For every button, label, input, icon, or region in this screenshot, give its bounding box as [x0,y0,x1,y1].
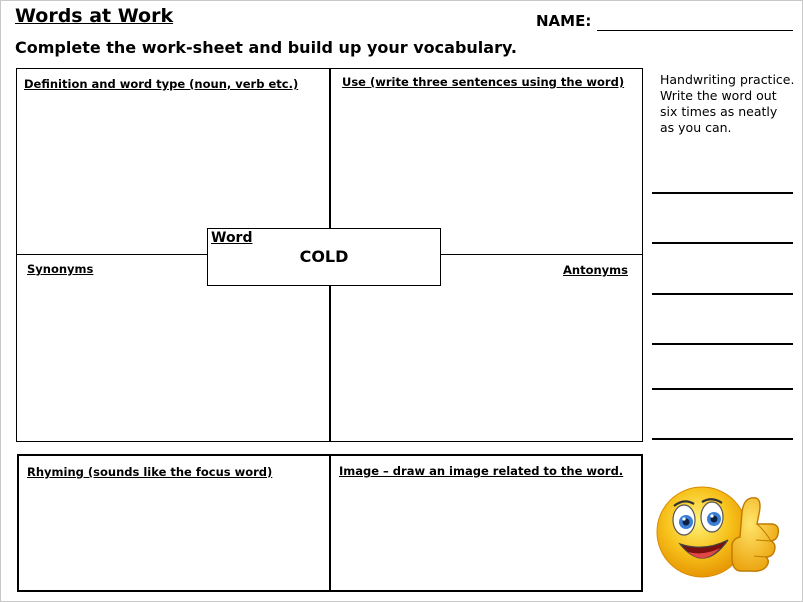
worksheet-instruction: Complete the work-sheet and build up your vocabulary. [15,38,517,57]
thumbs-up-smiley-icon [652,482,782,582]
handwriting-line[interactable] [652,388,793,390]
image-box[interactable] [329,454,643,592]
handwriting-line[interactable] [652,293,793,295]
rhyming-box[interactable] [17,454,331,592]
name-field[interactable] [597,30,793,31]
worksheet-title: Words at Work [15,5,174,27]
definition-box[interactable] [16,68,330,255]
focus-word-box [207,228,441,286]
handwriting-line[interactable] [652,192,793,194]
antonyms-label: Antonyms [563,263,628,277]
name-label: NAME: [536,12,592,30]
rhyming-label: Rhyming (sounds like the focus word) [27,465,273,479]
handwriting-line[interactable] [652,242,793,244]
use-label: Use (write three sentences using the word) [342,75,625,89]
focus-word-label: Word [211,230,253,246]
handwriting-instructions: Handwriting practice. Write the word out six times as neatly as you can. [660,72,795,135]
handwriting-line[interactable] [652,438,793,440]
handwriting-line[interactable] [652,343,793,345]
focus-word-value: COLD [299,247,349,266]
image-label: Image – draw an image related to the word. [339,464,624,478]
synonyms-label: Synonyms [27,262,94,276]
use-box[interactable] [330,68,643,255]
definition-label: Definition and word type (noun, verb etc.) [24,77,299,91]
